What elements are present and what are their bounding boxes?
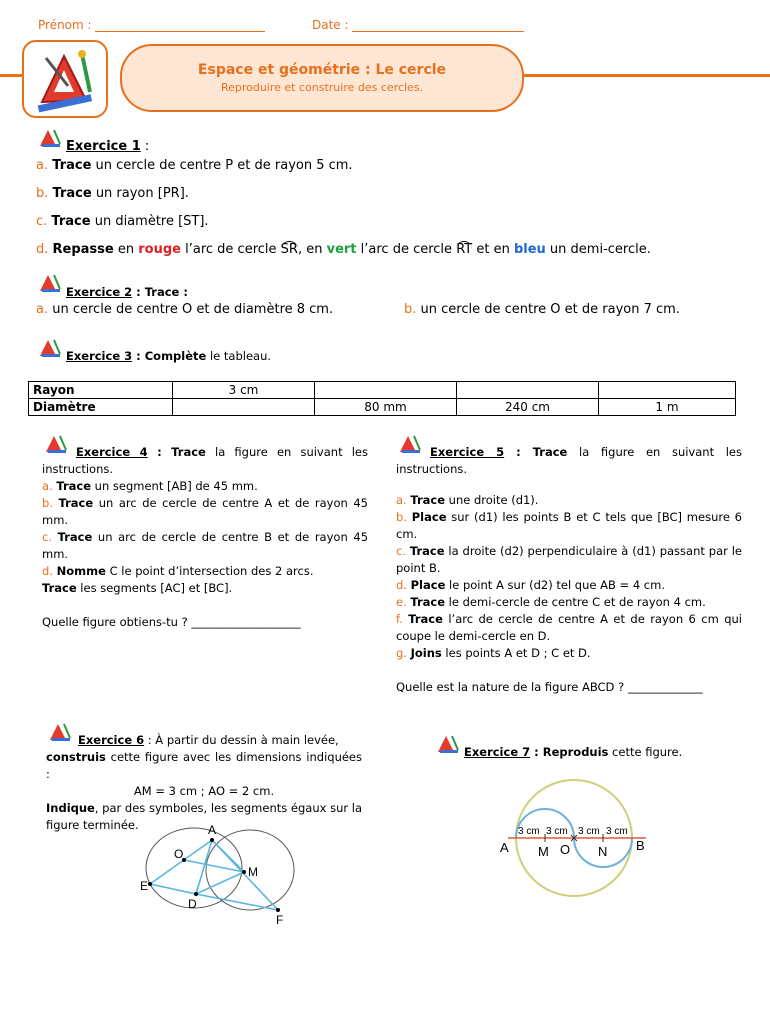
ex4-c-text: un arc de cercle de centre B et de rayon 45 mm. bbox=[42, 530, 369, 561]
point-label-d: D bbox=[188, 897, 197, 911]
ex5-c-verb: Trace bbox=[409, 544, 445, 558]
ex2-heading bbox=[66, 284, 188, 301]
ex4-e-text: les segments [AC] et [BC]. bbox=[76, 581, 233, 595]
ex4-d bbox=[42, 563, 368, 580]
ex5-d-letter: d. bbox=[396, 578, 407, 592]
ex4-d-text: C le point d’intersection des 2 arcs. bbox=[105, 564, 314, 578]
ex5-a-text: une droite (d1). bbox=[445, 493, 539, 507]
ex5-g-letter: g. bbox=[396, 646, 407, 660]
point-label-f: F bbox=[276, 913, 284, 927]
ex5-d-text: le point A sur (d2) tel que AB = 4 cm. bbox=[445, 578, 665, 592]
ex2-a bbox=[36, 301, 333, 319]
ex1-a bbox=[36, 157, 353, 175]
table-cell: 1 m bbox=[599, 399, 736, 416]
exercise-icon bbox=[38, 273, 62, 293]
ex5-f-letter: f. bbox=[396, 612, 403, 626]
exercise-icon bbox=[38, 338, 62, 358]
table-cell: 80 mm bbox=[315, 399, 457, 416]
ex1-c-verb: Trace bbox=[51, 214, 91, 229]
ex5-d-verb: Place bbox=[410, 578, 446, 592]
ex4-block bbox=[42, 444, 368, 631]
ex3-heading bbox=[66, 348, 271, 365]
banner-bar-right bbox=[520, 74, 770, 77]
geometry-tools-icon bbox=[24, 42, 106, 116]
ex4-a-verb: Trace bbox=[56, 479, 91, 493]
date-blank[interactable] bbox=[352, 31, 524, 32]
point-label-e: E bbox=[140, 879, 149, 893]
ex5-g-verb: Joins bbox=[410, 646, 442, 660]
ex4-intro-text: la figure en suivant les instructions. bbox=[42, 445, 368, 476]
ex5-question: Quelle est la nature de la figure ABCD ? _____________ bbox=[396, 680, 703, 694]
ex1-c bbox=[36, 213, 209, 231]
date-line bbox=[312, 18, 524, 32]
ex3-title: Exercice 3 bbox=[66, 349, 133, 363]
radius-diameter-table bbox=[28, 381, 736, 416]
ex1-d-t5: et en bbox=[472, 242, 514, 257]
ex1-b bbox=[36, 185, 189, 203]
point-label-n: N bbox=[598, 844, 608, 859]
ex1-c-letter: c. bbox=[36, 214, 48, 229]
ex4-question: Quelle figure obtiens-tu ? ___________________ bbox=[42, 615, 301, 629]
ex5-f-verb: Trace bbox=[408, 612, 443, 626]
table-cell: 240 cm bbox=[457, 399, 599, 416]
ex5-a-letter: a. bbox=[396, 493, 407, 507]
ex5-title: Exercice 5 bbox=[430, 445, 505, 459]
ex4-b-verb: Trace bbox=[58, 496, 94, 510]
ex4-d-verb: Nomme bbox=[56, 564, 106, 578]
ex6-l4-text: , par des symboles, les segments égaux sur la figure terminée. bbox=[46, 801, 362, 832]
ex5-intro bbox=[396, 444, 742, 478]
ex3-suffix-bold: : Complète bbox=[132, 349, 207, 363]
ex6-freehand-figure bbox=[138, 818, 308, 928]
ex5-c bbox=[396, 543, 742, 577]
ex1-d-vert: vert bbox=[326, 242, 357, 257]
ex5-a-verb: Trace bbox=[410, 493, 445, 507]
point-label-b: B bbox=[636, 838, 645, 853]
table-cell: Diamètre bbox=[29, 399, 173, 416]
ex4-e-verb: Trace bbox=[42, 581, 77, 595]
ex4-b bbox=[42, 495, 368, 529]
ex5-e-letter: e. bbox=[396, 595, 407, 609]
segment-label: 3 cm bbox=[606, 826, 628, 837]
ex6-dimensions: AM = 3 cm ; AO = 2 cm. bbox=[133, 784, 275, 798]
ex6-line2 bbox=[46, 749, 362, 783]
ex4-c-letter: c. bbox=[42, 530, 52, 544]
page-subtitle: Reproduire et construire des cercles. bbox=[220, 81, 424, 94]
ex2-b-text: un cercle de centre O et de rayon 7 cm. bbox=[416, 302, 680, 317]
ex1-b-verb: Trace bbox=[52, 186, 92, 201]
ex6-l2-text: cette figure avec les dimensions indiquées : bbox=[46, 750, 362, 781]
ex5-a bbox=[396, 492, 742, 509]
ex1-d-t6: un demi-cercle. bbox=[545, 242, 651, 257]
ex6-l4-bold: Indique bbox=[46, 801, 95, 815]
ex2-b bbox=[404, 301, 680, 319]
ex1-a-verb: Trace bbox=[52, 158, 92, 173]
ex2-title: Exercice 2 bbox=[66, 285, 133, 299]
ex7-suffix-bold: : Reproduis bbox=[530, 745, 609, 759]
ex4-c bbox=[42, 529, 368, 563]
ex4-b-letter: b. bbox=[42, 496, 53, 510]
ex4-d-letter: d. bbox=[42, 564, 53, 578]
ex5-intro-text: la figure en suivant les instructions. bbox=[396, 445, 742, 476]
ex5-b-verb: Place bbox=[411, 510, 447, 524]
ex1-d bbox=[36, 241, 651, 259]
ex1-d-t4: l’arc de cercle bbox=[356, 242, 457, 257]
ex1-heading bbox=[66, 138, 149, 156]
logo-box bbox=[22, 40, 108, 118]
ex4-a-letter: a. bbox=[42, 479, 53, 493]
ex5-b-text: sur (d1) les points B et C tels que [BC] mesure 6 cm. bbox=[396, 510, 742, 541]
point-label-o: O bbox=[560, 842, 571, 857]
page-title: Espace et géométrie : Le cercle bbox=[197, 62, 447, 78]
segment-label: 3 cm bbox=[546, 826, 568, 837]
exercise-icon bbox=[38, 128, 62, 148]
ex1-colon: : bbox=[140, 139, 150, 154]
ex5-intro-bold: : Trace bbox=[504, 445, 568, 459]
ex5-g-text: les points A et D ; C et D. bbox=[441, 646, 591, 660]
ex4-title: Exercice 4 bbox=[76, 445, 148, 459]
ex5-g bbox=[396, 645, 742, 662]
ex7-figure bbox=[498, 776, 658, 900]
ex1-c-text: un diamètre [ST]. bbox=[90, 214, 209, 229]
ex3-suffix: le tableau. bbox=[206, 349, 272, 363]
segment-label: 3 cm bbox=[518, 826, 540, 837]
table-cell[interactable] bbox=[315, 382, 457, 399]
ex5-d bbox=[396, 577, 742, 594]
ex1-d-bleu: bleu bbox=[513, 242, 546, 257]
prenom-blank[interactable] bbox=[95, 31, 265, 32]
point-label-o: O bbox=[174, 847, 184, 861]
table-cell[interactable] bbox=[599, 382, 736, 399]
table-row bbox=[29, 382, 736, 399]
ex1-title: Exercice 1 bbox=[66, 139, 141, 154]
ex5-c-letter: c. bbox=[396, 544, 406, 558]
ex1-b-letter: b. bbox=[36, 186, 49, 201]
ex5-c-text: la droite (d2) perpendiculaire à (d1) passant par le point B. bbox=[396, 544, 743, 575]
ex7-heading bbox=[464, 744, 682, 761]
ex2-suffix: : Trace : bbox=[132, 285, 188, 299]
ex4-intro bbox=[42, 444, 368, 478]
ex1-a-letter: a. bbox=[36, 158, 49, 173]
ex1-d-rouge: rouge bbox=[138, 242, 181, 257]
ex1-d-arc-rt: RT bbox=[456, 242, 473, 257]
ex6-l2-bold: construis bbox=[46, 750, 106, 764]
ex5-f-text: l’arc de cercle de centre A et de rayon 6 cm qui coupe le demi-cercle en D. bbox=[396, 612, 742, 643]
ex4-b-text: un arc de cercle de centre A et de rayon 45 mm. bbox=[42, 496, 369, 527]
table-cell: Rayon bbox=[29, 382, 173, 399]
ex6-title: Exercice 6 bbox=[78, 733, 145, 747]
ex2-a-text: un cercle de centre O et de diamètre 8 cm. bbox=[48, 302, 334, 317]
table-cell[interactable] bbox=[457, 382, 599, 399]
exercise-icon bbox=[436, 734, 460, 754]
ex4-intro-bold: : Trace bbox=[147, 445, 206, 459]
ex1-d-t2: l’arc de cercle bbox=[180, 242, 281, 257]
ex2-b-letter: b. bbox=[404, 302, 417, 317]
ex6-intro bbox=[46, 732, 362, 749]
ex5-f bbox=[396, 611, 742, 645]
prenom-label: Prénom : bbox=[38, 18, 92, 32]
ex7-title: Exercice 7 bbox=[464, 745, 531, 759]
table-cell[interactable] bbox=[173, 399, 315, 416]
ex5-e-verb: Trace bbox=[410, 595, 446, 609]
point-label-a: A bbox=[208, 823, 217, 837]
ex1-d-t3: , en bbox=[297, 242, 327, 257]
table-row bbox=[29, 399, 736, 416]
table-cell: 3 cm bbox=[173, 382, 315, 399]
ex4-c-verb: Trace bbox=[57, 530, 93, 544]
point-label-m: M bbox=[538, 844, 549, 859]
ex5-e-text: le demi-cercle de centre C et de rayon 4 cm. bbox=[445, 595, 706, 609]
ex1-d-arc-sr: SR bbox=[280, 242, 298, 257]
ex4-a-text: un segment [AB] de 45 mm. bbox=[91, 479, 258, 493]
ex1-d-letter: d. bbox=[36, 242, 49, 257]
ex6-intro-text: : À partir du dessin à main levée, bbox=[144, 733, 339, 747]
ex4-e bbox=[42, 580, 368, 597]
banner-bar-left bbox=[0, 74, 24, 77]
point-label-a: A bbox=[500, 840, 509, 855]
ex1-a-text: un cercle de centre P et de rayon 5 cm. bbox=[91, 158, 353, 173]
ex1-b-text: un rayon [PR]. bbox=[91, 186, 189, 201]
point-label-m: M bbox=[248, 865, 258, 879]
ex5-b bbox=[396, 509, 742, 543]
ex4-a bbox=[42, 478, 368, 495]
title-banner bbox=[120, 44, 524, 112]
ex5-e bbox=[396, 594, 742, 611]
ex1-d-t1: en bbox=[113, 242, 139, 257]
prenom-line bbox=[38, 18, 265, 32]
ex1-d-verb: Repasse bbox=[52, 242, 114, 257]
ex5-block bbox=[396, 444, 742, 696]
ex5-b-letter: b. bbox=[396, 510, 407, 524]
segment-label: 3 cm bbox=[578, 826, 600, 837]
ex7-suffix: cette figure. bbox=[608, 745, 683, 759]
ex2-a-letter: a. bbox=[36, 302, 49, 317]
date-label: Date : bbox=[312, 18, 349, 32]
